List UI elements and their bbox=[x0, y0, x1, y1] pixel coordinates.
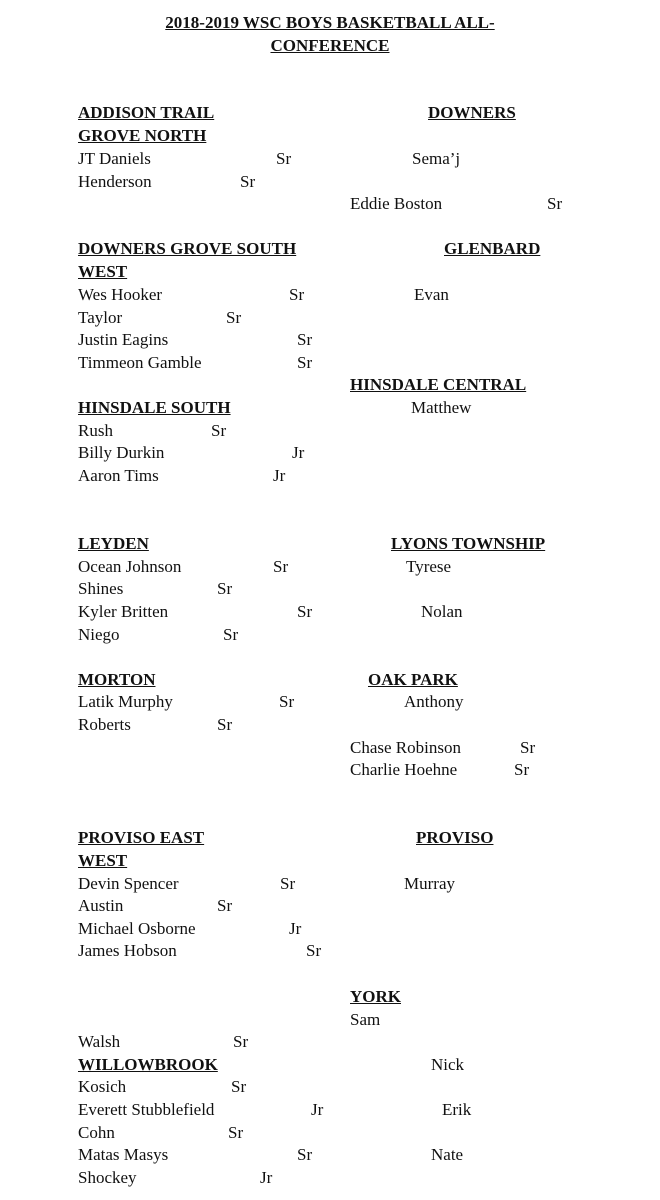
player-year: Sr bbox=[226, 308, 242, 327]
player-name: Everett Stubblefield bbox=[78, 1100, 215, 1119]
player-name: JT Daniels bbox=[78, 149, 151, 168]
player-name: Anthony bbox=[404, 692, 464, 711]
header-oak-park: OAK PARK bbox=[368, 670, 458, 689]
player-name: Wes Hooker bbox=[78, 285, 163, 304]
header-proviso: PROVISO bbox=[416, 828, 494, 847]
player-name: Eddie Boston bbox=[350, 194, 443, 213]
player-year: Sr bbox=[273, 557, 289, 576]
player-year: Sr bbox=[223, 625, 239, 644]
player-name: Nate bbox=[431, 1145, 464, 1164]
header-york: YORK bbox=[350, 987, 401, 1006]
player-name: James Hobson bbox=[78, 941, 177, 960]
player-name: Sam bbox=[350, 1010, 381, 1029]
player-name: Rush bbox=[78, 421, 113, 440]
player-name: Shockey bbox=[78, 1168, 137, 1187]
player-year: Jr bbox=[273, 466, 286, 485]
player-year: Sr bbox=[217, 715, 233, 734]
header-grove-north: GROVE NORTH bbox=[78, 126, 207, 145]
player-name: Nolan bbox=[421, 602, 463, 621]
header-hinsdale-central: HINSDALE CENTRAL bbox=[350, 375, 527, 394]
player-year: Sr bbox=[279, 692, 295, 711]
player-year: Jr bbox=[289, 919, 302, 938]
player-name: Austin bbox=[78, 896, 124, 915]
header-morton: MORTON bbox=[78, 670, 156, 689]
player-year: Sr bbox=[280, 874, 296, 893]
player-year: Sr bbox=[233, 1032, 249, 1051]
player-year: Sr bbox=[547, 194, 563, 213]
player-name: Aaron Tims bbox=[78, 466, 159, 485]
player-year: Sr bbox=[231, 1077, 247, 1096]
header-addison-trail: ADDISON TRAIL bbox=[78, 103, 215, 122]
player-year: Sr bbox=[297, 602, 313, 621]
header-west-2: WEST bbox=[78, 851, 128, 870]
player-name: Walsh bbox=[78, 1032, 121, 1051]
player-name: Timmeon Gamble bbox=[78, 353, 202, 372]
player-name: Devin Spencer bbox=[78, 874, 179, 893]
player-name: Justin Eagins bbox=[78, 330, 169, 349]
player-name: Charlie Hoehne bbox=[350, 760, 458, 779]
header-leyden: LEYDEN bbox=[78, 534, 149, 553]
header-west: WEST bbox=[78, 262, 128, 281]
header-lyons-township: LYONS TOWNSHIP bbox=[391, 534, 546, 553]
player-year: Sr bbox=[297, 353, 313, 372]
player-year: Sr bbox=[306, 941, 322, 960]
player-name: Matas Masys bbox=[78, 1145, 169, 1164]
player-name: Michael Osborne bbox=[78, 919, 196, 938]
player-name: Sema’j bbox=[412, 149, 461, 168]
player-year: Sr bbox=[217, 579, 233, 598]
player-year: Jr bbox=[292, 443, 305, 462]
header-willowbrook: WILLOWBROOK bbox=[78, 1055, 218, 1074]
player-year: Sr bbox=[217, 896, 233, 915]
player-year: Sr bbox=[211, 421, 227, 440]
player-name: Chase Robinson bbox=[350, 738, 461, 757]
player-name: Erik bbox=[442, 1100, 472, 1119]
player-name: Kosich bbox=[78, 1077, 127, 1096]
player-year: Jr bbox=[260, 1168, 273, 1187]
player-name: Kyler Britten bbox=[78, 602, 169, 621]
header-downers-grove-south: DOWNERS GROVE SOUTH bbox=[78, 239, 297, 258]
header-downers: DOWNERS bbox=[428, 103, 516, 122]
player-name: Niego bbox=[78, 625, 120, 644]
player-name: Taylor bbox=[78, 308, 123, 327]
document-title-line-1: 2018-2019 WSC BOYS BASKETBALL ALL- bbox=[165, 13, 495, 32]
header-proviso-east: PROVISO EAST bbox=[78, 828, 205, 847]
player-name: Cohn bbox=[78, 1123, 115, 1142]
player-year: Jr bbox=[311, 1100, 324, 1119]
player-year: Sr bbox=[276, 149, 292, 168]
player-name: Roberts bbox=[78, 715, 131, 734]
player-year: Sr bbox=[297, 1145, 313, 1164]
player-name: Henderson bbox=[78, 172, 152, 191]
player-year: Sr bbox=[514, 760, 530, 779]
player-year: Sr bbox=[520, 738, 536, 757]
player-name: Billy Durkin bbox=[78, 443, 165, 462]
player-name: Matthew bbox=[411, 398, 472, 417]
header-glenbard: GLENBARD bbox=[444, 239, 541, 258]
player-name: Latik Murphy bbox=[78, 692, 173, 711]
header-hinsdale-south: HINSDALE SOUTH bbox=[78, 398, 231, 417]
player-name: Shines bbox=[78, 579, 124, 598]
player-name: Ocean Johnson bbox=[78, 557, 182, 576]
player-year: Sr bbox=[297, 330, 313, 349]
document-title-line-2: CONFERENCE bbox=[270, 36, 390, 55]
player-name: Tyrese bbox=[406, 557, 452, 576]
player-name: Nick bbox=[431, 1055, 465, 1074]
player-year: Sr bbox=[240, 172, 256, 191]
player-year: Sr bbox=[228, 1123, 244, 1142]
player-name: Evan bbox=[414, 285, 449, 304]
player-name: Murray bbox=[404, 874, 455, 893]
player-year: Sr bbox=[289, 285, 305, 304]
